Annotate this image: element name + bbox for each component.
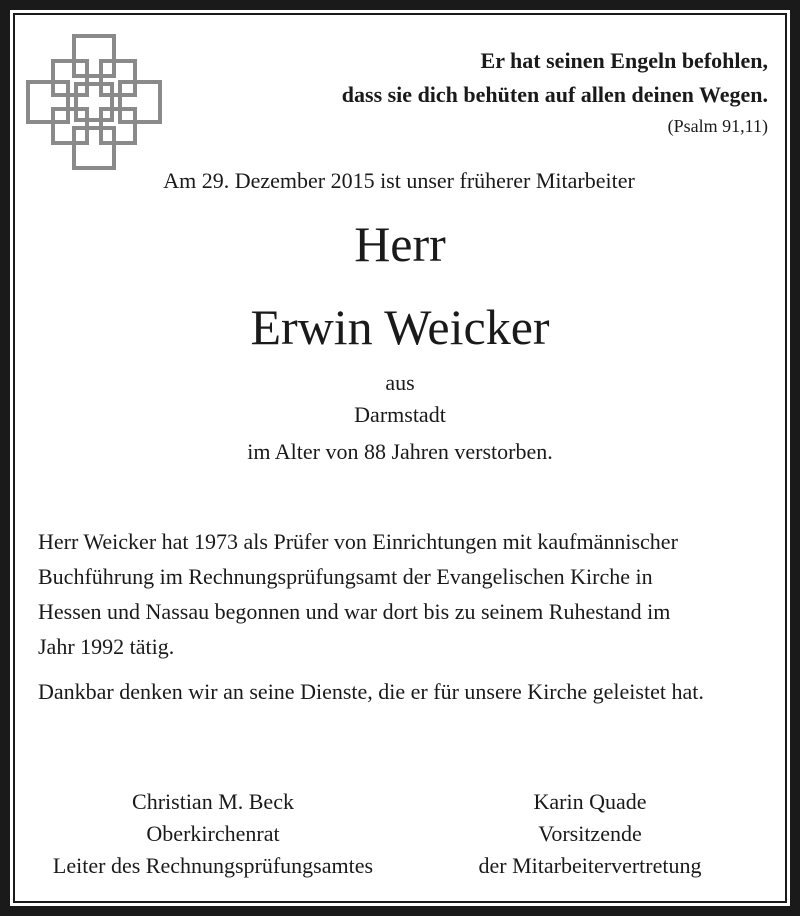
cross-squares-icon [26,34,162,170]
body-line: Buchführung im Rechnungsprüfungsamt der Evangelischen Kirche in [38,564,653,589]
signature-department: Leiter des Rechnungsprüfungsamtes [52,853,374,878]
body-line: Jahr 1992 tätig. [38,634,175,659]
deceased-title: Herr [354,216,446,272]
signature-name: Christian M. Beck [132,789,294,814]
verse-line-2: dass sie dich behüten auf allen deinen Wegen. [341,82,768,107]
verse-reference: (Psalm 91,11) [667,116,768,136]
signature-right [405,786,775,882]
thanks-line: Dankbar denken wir an seine Dienste, die er für unsere Kirche geleistet hat. [38,679,704,704]
hometown: Darmstadt [354,402,446,427]
signature-left [28,786,398,882]
signature-name: Karin Quade [533,789,647,814]
deceased-name: Erwin Weicker [250,299,550,355]
body-line: Herr Weicker hat 1973 als Prüfer von Einrichtungen mit kaufmännischer [38,529,678,554]
signature-role: Oberkirchenrat [146,821,280,846]
from-label: aus [385,370,415,395]
signature-department: der Mitarbeitervertretung [478,853,702,878]
announcement-intro: Am 29. Dezember 2015 ist unser früherer Mitarbeiter [163,168,635,193]
bible-verse [342,44,768,112]
age-line: im Alter von 88 Jahren verstorben. [247,439,553,464]
obituary-body [38,524,778,709]
body-line: Hessen und Nassau begonnen und war dort bis zu seinem Ruhestand im [38,599,671,624]
verse-line-1: Er hat seinen Engeln befohlen, [480,48,768,73]
signature-role: Vorsitzende [538,821,642,846]
